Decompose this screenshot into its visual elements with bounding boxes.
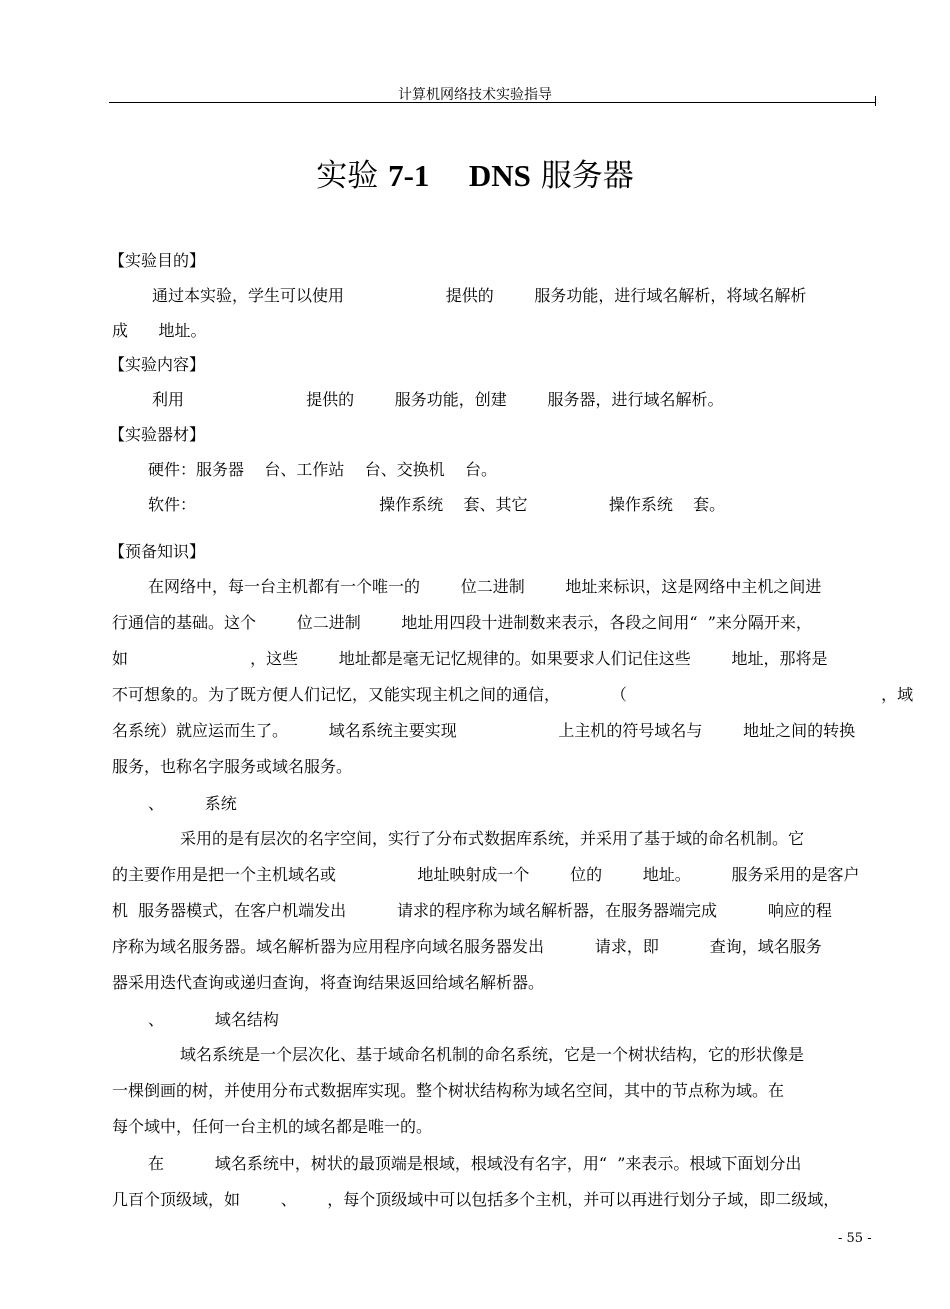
- page-number: - 55 -: [838, 1231, 872, 1246]
- purpose-line-1: 通过本实验，学生可以使用 提供的 服务功能，进行域名解析，将域名解析: [152, 286, 807, 305]
- knowledge-line-6: 服务，也称名字服务或域名服务。: [112, 757, 353, 776]
- header-rule: [109, 102, 876, 103]
- page-title: [0, 150, 950, 195]
- dns-system-line-3: 机 服务器模式，在客户机端发出 请求的程序称为域名解析器，在服务器端完成 响应的程: [112, 901, 832, 920]
- domain-structure-line-4: 在 域名系统中，树状的最顶端是根域，根域没有名字，用“ ”来表示。根域下面划分出: [148, 1154, 802, 1173]
- section-heading-equipment: 【实验器材】: [109, 425, 206, 444]
- knowledge-line-3: 如 ，这些 地址都是毫无记忆规律的。如果要求人们记住这些 地址，那将是: [112, 649, 828, 668]
- purpose-line-2: 成 地址。: [112, 321, 207, 340]
- running-header: 计算机网络技术实验指导: [398, 87, 552, 103]
- knowledge-line-2: 行通信的基础。这个 位二进制 地址用四段十进制数来表示，各段之间用“ ”来分隔开来，: [112, 613, 812, 632]
- equipment-hardware: 硬件：服务器 台、工作站 台、交换机 台。: [148, 460, 498, 479]
- equipment-software: 软件： 操作系统 套、其它 操作系统 套。: [148, 495, 726, 514]
- section-heading-content: 【实验内容】: [109, 355, 206, 374]
- domain-structure-line-2: 一棵倒画的树，并使用分布式数据库实现。整个树状结构称为域名空间，其中的节点称为域。在: [112, 1081, 785, 1100]
- dns-system-line-4: 序称为域名服务器。域名解析器为应用程序向域名服务器发出 请求，即 查询，域名服务: [112, 937, 822, 956]
- subsection-heading-1: 、 系统: [148, 794, 237, 813]
- title-dns: DNS: [468, 158, 531, 193]
- title-prefix: 实验: [316, 158, 389, 194]
- dns-system-line-1: 采用的是有层次的名字空间，实行了分布式数据库系统，并采用了基于域的命名机制。它: [180, 829, 805, 848]
- domain-structure-line-1: 域名系统是一个层次化、基于域命名机制的命名系统，它是一个树状结构，它的形状像是: [180, 1045, 805, 1064]
- dns-system-line-2: 的主要作用是把一个主机域名或 地址映射成一个 位的 地址。 服务采用的是客户: [112, 865, 860, 884]
- title-number: 7-1: [388, 158, 430, 193]
- section-heading-purpose: 【实验目的】: [109, 251, 206, 270]
- knowledge-line-5: 名系统）就应运而生了。 域名系统主要实现 上主机的符号域名与 地址之间的转换: [112, 721, 856, 740]
- title-gap: [429, 158, 468, 194]
- content-line-1: 利用 提供的 服务功能，创建 服务器，进行域名解析。: [152, 390, 724, 409]
- subsection-heading-2: 、 域名结构: [148, 1010, 279, 1029]
- domain-structure-line-5: 几百个顶级域，如 、 ，每个顶级域中可以包括多个主机，并可以再进行划分子域，即二级域，: [112, 1190, 840, 1209]
- knowledge-line-1: 在网络中，每一台主机都有一个唯一的 位二进制 地址来标识，这是网络中主机之间进: [148, 577, 822, 596]
- knowledge-line-4: 不可想象的。为了既方便人们记忆，又能实现主机之间的通信， （ ，域: [112, 685, 914, 704]
- section-heading-knowledge: 【预备知识】: [109, 542, 206, 561]
- title-suffix: 服务器: [530, 158, 634, 194]
- domain-structure-line-3: 每个域中，任何一台主机的域名都是唯一的。: [112, 1117, 433, 1136]
- header-rule-tick: [875, 96, 876, 106]
- dns-system-line-5: 器采用迭代查询或递归查询，将查询结果返回给域名解析器。: [112, 973, 545, 992]
